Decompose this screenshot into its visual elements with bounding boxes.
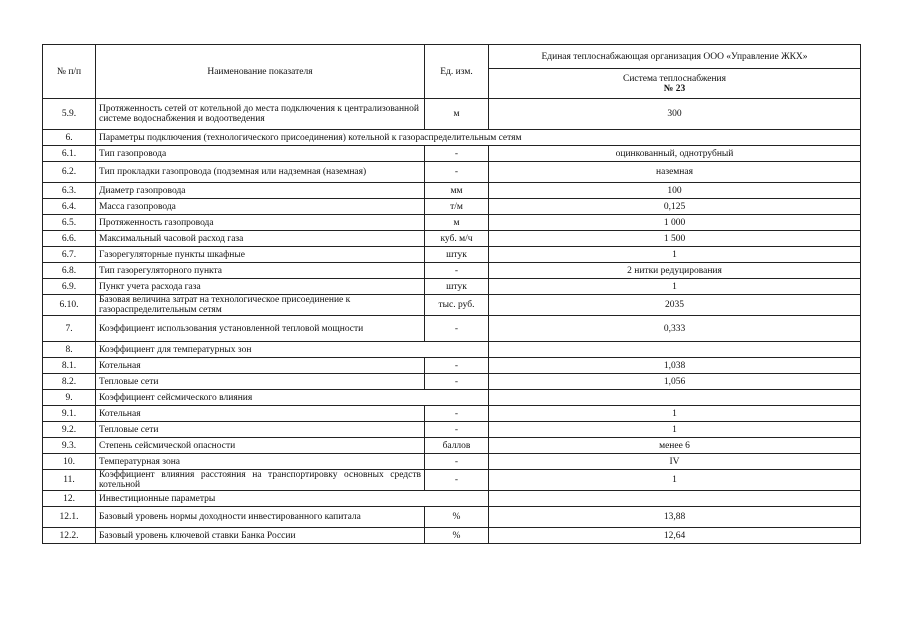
unit-cell: баллов [425, 438, 489, 454]
table-row [43, 422, 861, 438]
table-row [43, 470, 861, 491]
indicator-name: Базовая величина затрат на технологическое присоединение к газораспределительным сетям [96, 295, 425, 316]
system-number: № 23 [663, 83, 686, 94]
indicator-name: Газорегуляторные пункты шкафные [96, 247, 425, 263]
table-row [43, 231, 861, 247]
indicator-name: Степень сейсмической опасности [96, 438, 425, 454]
table-row [43, 215, 861, 231]
table-row [43, 183, 861, 199]
table-row [43, 454, 861, 470]
row-number: 9.3. [43, 438, 96, 454]
indicator-name: Тепловые сети [96, 422, 425, 438]
row-number: 9.2. [43, 422, 96, 438]
indicator-name: Котельная [96, 406, 425, 422]
empty-cell [489, 390, 861, 406]
value-cell: 0,125 [489, 199, 861, 215]
value-cell: 2035 [489, 295, 861, 316]
system-title: Система теплоснабжения [622, 73, 727, 84]
value-cell: 1 500 [489, 231, 861, 247]
value-cell: 1,038 [489, 358, 861, 374]
unit-cell: % [425, 528, 489, 544]
value-cell: 12,64 [489, 528, 861, 544]
unit-cell: - [425, 263, 489, 279]
value-cell: 1 000 [489, 215, 861, 231]
indicator-name: Тип газорегуляторного пункта [96, 263, 425, 279]
header-num: № п/п [43, 45, 96, 99]
indicator-name: Тепловые сети [96, 374, 425, 390]
section-row [43, 130, 861, 146]
section-title: Коэффициент для температурных зон [96, 342, 489, 358]
empty-cell [489, 491, 861, 507]
unit-cell: - [425, 454, 489, 470]
table-row [43, 99, 861, 130]
table-row [43, 358, 861, 374]
row-number: 8. [43, 342, 96, 358]
empty-cell [489, 342, 861, 358]
table-row [43, 263, 861, 279]
row-number: 6.5. [43, 215, 96, 231]
table-row [43, 199, 861, 215]
indicator-name: Тип прокладки газопровода (подземная или надземная (наземная) [96, 162, 425, 183]
indicator-name: Диаметр газопровода [96, 183, 425, 199]
unit-cell: тыс. руб. [425, 295, 489, 316]
unit-cell: - [425, 470, 489, 491]
value-cell: 100 [489, 183, 861, 199]
indicator-name: Масса газопровода [96, 199, 425, 215]
table-row [43, 374, 861, 390]
value-cell: менее 6 [489, 438, 861, 454]
row-number: 8.1. [43, 358, 96, 374]
row-number: 6.1. [43, 146, 96, 162]
table-row [43, 438, 861, 454]
value-cell: 1 [489, 406, 861, 422]
value-cell: 2 нитки редуцирования [489, 263, 861, 279]
indicator-name: Котельная [96, 358, 425, 374]
value-cell: оцинкованный, однотрубный [489, 146, 861, 162]
section-row [43, 390, 861, 406]
indicator-name: Температурная зона [96, 454, 425, 470]
value-cell: 1 [489, 470, 861, 491]
row-number: 6. [43, 130, 96, 146]
row-number: 6.2. [43, 162, 96, 183]
row-number: 10. [43, 454, 96, 470]
row-number: 9. [43, 390, 96, 406]
table-row [43, 247, 861, 263]
row-number: 12.2. [43, 528, 96, 544]
row-number: 6.8. [43, 263, 96, 279]
unit-cell: м [425, 99, 489, 130]
unit-cell: т/м [425, 199, 489, 215]
section-title: Инвестиционные параметры [96, 491, 489, 507]
value-cell: 300 [489, 99, 861, 130]
row-number: 6.10. [43, 295, 96, 316]
unit-cell: - [425, 406, 489, 422]
section-row [43, 342, 861, 358]
row-number: 8.2. [43, 374, 96, 390]
indicator-name: Базовый уровень нормы доходности инвестированного капитала [96, 507, 425, 528]
header-name: Наименование показателя [96, 45, 425, 99]
table-row [43, 507, 861, 528]
row-number: 6.3. [43, 183, 96, 199]
indicator-name: Максимальный часовой расход газа [96, 231, 425, 247]
unit-cell: - [425, 146, 489, 162]
table-row [43, 316, 861, 342]
unit-cell: штук [425, 247, 489, 263]
unit-cell: % [425, 507, 489, 528]
value-cell: 1 [489, 279, 861, 295]
table-row [43, 162, 861, 183]
value-cell: 1 [489, 247, 861, 263]
section-row [43, 491, 861, 507]
indicator-name: Коэффициент использования установленной тепловой мощности [96, 316, 425, 342]
row-number: 7. [43, 316, 96, 342]
row-number: 6.6. [43, 231, 96, 247]
table-row [43, 146, 861, 162]
indicator-name: Коэффициент влияния расстояния на транспортировку основных средств котельной [96, 470, 425, 491]
table-row [43, 295, 861, 316]
header-org: Единая теплоснабжающая организация ООО «Управление ЖКХ» [489, 45, 861, 69]
indicator-name: Тип газопровода [96, 146, 425, 162]
value-cell: 0,333 [489, 316, 861, 342]
row-number: 12. [43, 491, 96, 507]
row-number: 12.1. [43, 507, 96, 528]
row-number: 6.9. [43, 279, 96, 295]
parameters-table [42, 44, 861, 544]
unit-cell: штук [425, 279, 489, 295]
section-title: Параметры подключения (технологического присоединения) котельной к газораспределительным сетям [96, 130, 861, 146]
indicator-name: Пункт учета расхода газа [96, 279, 425, 295]
table-body [43, 99, 861, 544]
unit-cell: мм [425, 183, 489, 199]
unit-cell: куб. м/ч [425, 231, 489, 247]
unit-cell: - [425, 316, 489, 342]
row-number: 5.9. [43, 99, 96, 130]
value-cell: IV [489, 454, 861, 470]
table-row [43, 406, 861, 422]
table-row [43, 279, 861, 295]
unit-cell: - [425, 358, 489, 374]
unit-cell: - [425, 162, 489, 183]
row-number: 11. [43, 470, 96, 491]
row-number: 6.7. [43, 247, 96, 263]
table-row [43, 528, 861, 544]
value-cell: 1 [489, 422, 861, 438]
indicator-name: Протяженность газопровода [96, 215, 425, 231]
indicator-name: Протяженность сетей от котельной до места подключения к централизованной системе водоснабжения и водоотведения [96, 99, 425, 130]
row-number: 6.4. [43, 199, 96, 215]
unit-cell: м [425, 215, 489, 231]
header-unit: Ед. изм. [425, 45, 489, 99]
unit-cell: - [425, 374, 489, 390]
indicator-name: Базовый уровень ключевой ставки Банка России [96, 528, 425, 544]
value-cell: наземная [489, 162, 861, 183]
value-cell: 1,056 [489, 374, 861, 390]
value-cell: 13,88 [489, 507, 861, 528]
row-number: 9.1. [43, 406, 96, 422]
header-system [489, 69, 861, 99]
section-title: Коэффициент сейсмического влияния [96, 390, 489, 406]
unit-cell: - [425, 422, 489, 438]
